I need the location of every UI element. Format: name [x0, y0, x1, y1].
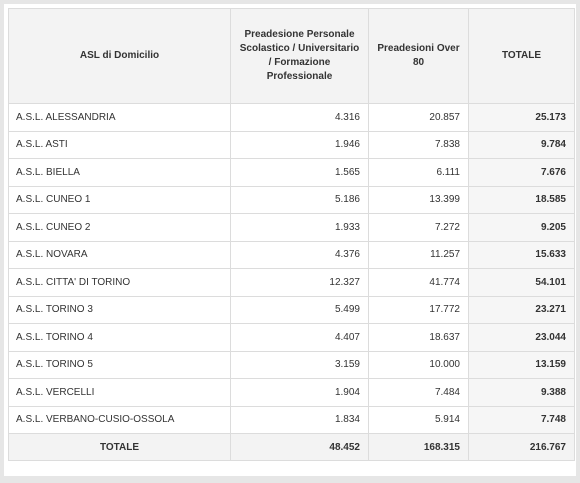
cell-personale: 5.499	[231, 296, 369, 324]
total-over80: 168.315	[369, 434, 469, 461]
total-personale: 48.452	[231, 434, 369, 461]
table-row	[9, 379, 575, 407]
cell-personale: 1.946	[231, 131, 369, 159]
cell-asl: A.S.L. CITTA' DI TORINO	[9, 269, 231, 297]
cell-over80: 11.257	[369, 241, 469, 269]
total-label: TOTALE	[9, 434, 231, 461]
cell-asl: A.S.L. CUNEO 1	[9, 186, 231, 214]
cell-totale: 9.388	[469, 379, 575, 407]
column-header-asl: ASL di Domicilio	[9, 9, 231, 104]
cell-over80: 13.399	[369, 186, 469, 214]
cell-totale: 15.633	[469, 241, 575, 269]
cell-personale: 1.565	[231, 159, 369, 187]
cell-personale: 4.316	[231, 104, 369, 132]
cell-over80: 7.272	[369, 214, 469, 242]
table-row	[9, 186, 575, 214]
cell-personale: 1.904	[231, 379, 369, 407]
cell-asl: A.S.L. TORINO 4	[9, 324, 231, 352]
table-row	[9, 131, 575, 159]
table-row	[9, 296, 575, 324]
cell-personale: 4.376	[231, 241, 369, 269]
cell-asl: A.S.L. ASTI	[9, 131, 231, 159]
cell-personale: 5.186	[231, 186, 369, 214]
table-row	[9, 214, 575, 242]
table-row	[9, 324, 575, 352]
cell-totale: 25.173	[469, 104, 575, 132]
table-body	[9, 104, 575, 434]
cell-over80: 7.484	[369, 379, 469, 407]
table-row	[9, 351, 575, 379]
cell-totale: 9.784	[469, 131, 575, 159]
cell-asl: A.S.L. CUNEO 2	[9, 214, 231, 242]
cell-asl: A.S.L. VERBANO-CUSIO-OSSOLA	[9, 406, 231, 434]
cell-totale: 23.271	[469, 296, 575, 324]
cell-asl: A.S.L. TORINO 3	[9, 296, 231, 324]
cell-over80: 17.772	[369, 296, 469, 324]
preadesioni-table	[8, 8, 575, 461]
table-row	[9, 159, 575, 187]
header-row	[9, 9, 575, 104]
table-container	[4, 4, 576, 476]
column-header-over80: Preadesioni Over 80	[369, 9, 469, 104]
cell-personale: 4.407	[231, 324, 369, 352]
table-row	[9, 241, 575, 269]
cell-over80: 18.637	[369, 324, 469, 352]
cell-personale: 1.834	[231, 406, 369, 434]
cell-personale: 1.933	[231, 214, 369, 242]
cell-over80: 7.838	[369, 131, 469, 159]
cell-totale: 7.676	[469, 159, 575, 187]
cell-totale: 23.044	[469, 324, 575, 352]
table-row	[9, 269, 575, 297]
cell-over80: 6.111	[369, 159, 469, 187]
column-header-totale: TOTALE	[469, 9, 575, 104]
cell-over80: 20.857	[369, 104, 469, 132]
cell-totale: 18.585	[469, 186, 575, 214]
cell-over80: 10.000	[369, 351, 469, 379]
cell-personale: 12.327	[231, 269, 369, 297]
cell-totale: 54.101	[469, 269, 575, 297]
cell-asl: A.S.L. TORINO 5	[9, 351, 231, 379]
total-totale: 216.767	[469, 434, 575, 461]
cell-asl: A.S.L. VERCELLI	[9, 379, 231, 407]
cell-over80: 5.914	[369, 406, 469, 434]
column-header-personale: Preadesione Personale Scolastico / Universitario / Formazione Professionale	[231, 9, 369, 104]
cell-asl: A.S.L. BIELLA	[9, 159, 231, 187]
total-row	[9, 434, 575, 461]
cell-totale: 13.159	[469, 351, 575, 379]
cell-over80: 41.774	[369, 269, 469, 297]
table-header	[9, 9, 575, 104]
cell-asl: A.S.L. NOVARA	[9, 241, 231, 269]
table-footer	[9, 434, 575, 461]
table-row	[9, 406, 575, 434]
cell-asl: A.S.L. ALESSANDRIA	[9, 104, 231, 132]
cell-personale: 3.159	[231, 351, 369, 379]
cell-totale: 7.748	[469, 406, 575, 434]
table-row	[9, 104, 575, 132]
cell-totale: 9.205	[469, 214, 575, 242]
